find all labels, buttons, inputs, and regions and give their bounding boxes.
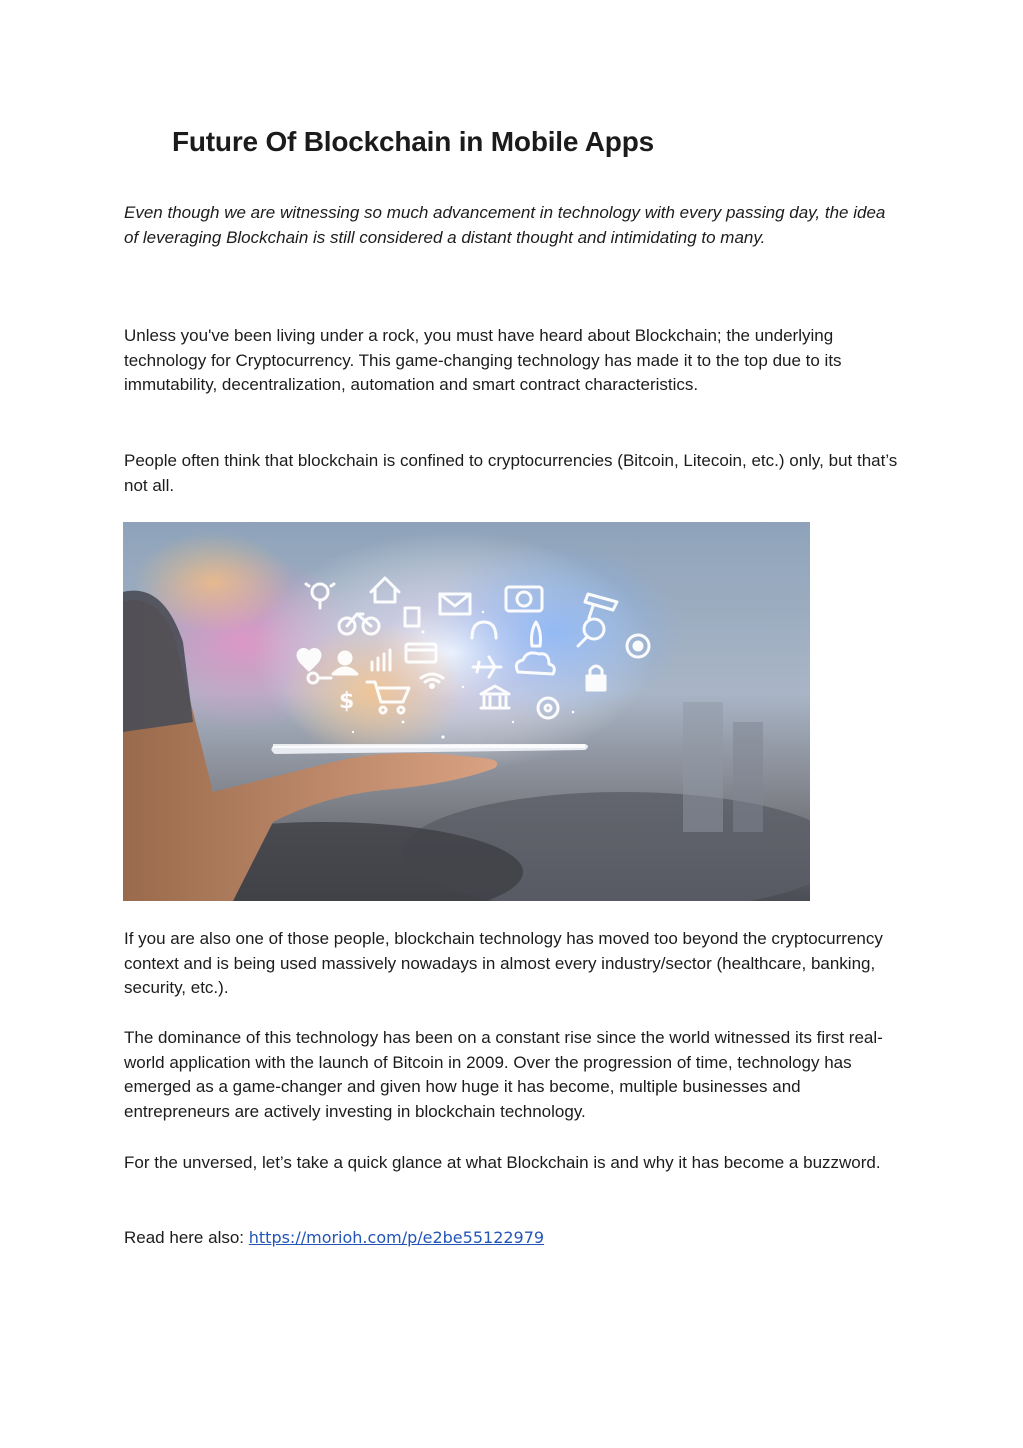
read-more-line	[124, 1226, 904, 1251]
svg-text:$: $	[339, 689, 355, 714]
paragraph-3: If you are also one of those people, blockchain technology has moved too beyond the cryptocurrency context and is being used massively nowadays in almost every industry/sector (healthcare, banking, security, etc.).	[124, 929, 883, 998]
page-title: Future Of Blockchain in Mobile Apps	[172, 126, 654, 157]
intro-paragraph: Even though we are witnessing so much advancement in technology with every passing day, the idea of leveraging Blockchain is still considered a distant thought and intimidating to many.	[124, 203, 886, 247]
paragraph-5: For the unversed, let’s take a quick glance at what Blockchain is and why it has become a buzzword.	[124, 1153, 881, 1172]
paragraph-1: Unless you've been living under a rock, you must have heard about Blockchain; the underlying technology for Cryptocurrency. This game-changing technology has made it to the top due to its immutability, decentralization, automation and smart contract characteristics.	[124, 326, 842, 395]
dollar-icon	[339, 689, 354, 714]
read-more-link[interactable]: https://morioh.com/p/e2be55122979	[248, 1228, 545, 1247]
paragraph-4: The dominance of this technology has been on a constant rise since the world witnessed its first real-world application with the launch of Bitcoin in 2009. Over the progression of time, technology has emerged as a game-changer and given how huge it has become, multiple businesses and entrepreneurs are actively investing in blockchain technology.	[124, 1028, 883, 1122]
read-more-label: Read here also:	[124, 1228, 249, 1247]
hero-image	[123, 522, 810, 901]
paragraph-2: People often think that blockchain is confined to cryptocurrencies (Bitcoin, Litecoin, etc.) only, but that’s not all.	[124, 451, 898, 495]
